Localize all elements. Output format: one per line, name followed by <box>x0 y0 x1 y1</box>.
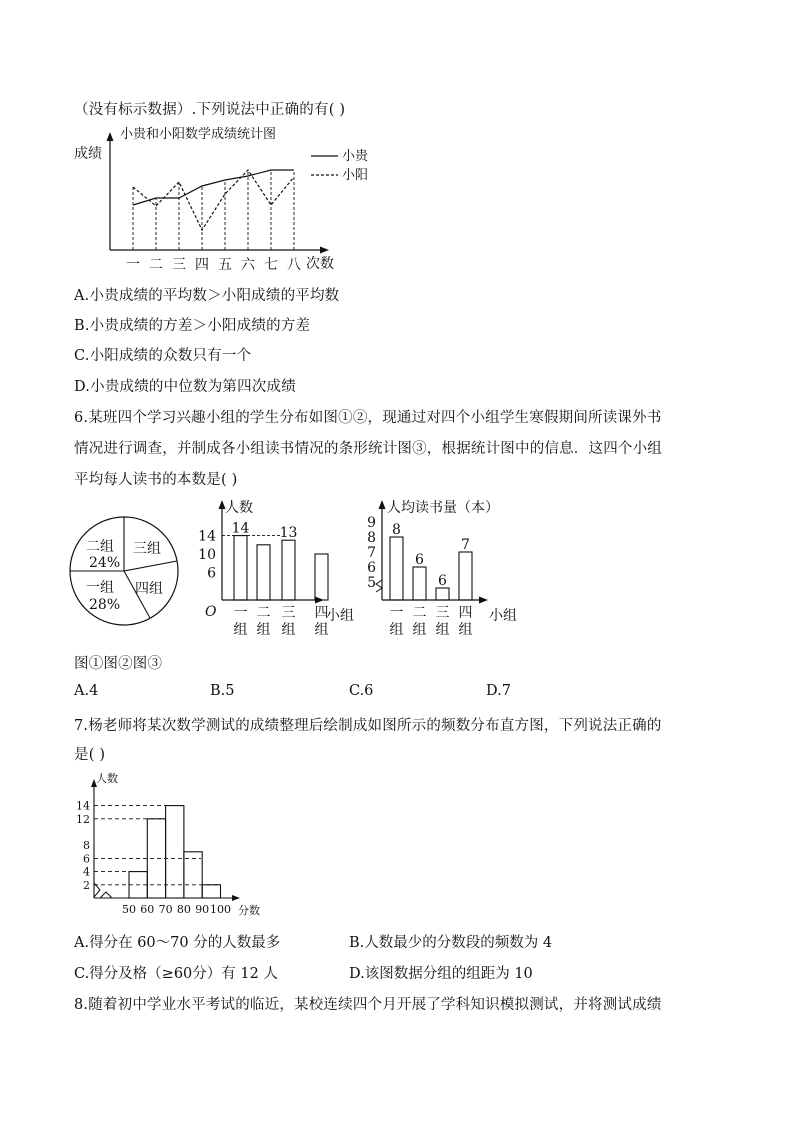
q5-option-b: B.小贵成绩的方差＞小阳成绩的方差 <box>74 318 311 334</box>
bar3-data-label: 6 <box>415 552 424 568</box>
bar2-y-tick: 14 <box>198 528 216 545</box>
hist-y-tick: 8 <box>83 839 90 853</box>
bar3-data-label: 6 <box>438 573 447 589</box>
q6-stem-line2: 情况进行调查，并制成各小组读书情况的条形统计图③，根据统计图中的信息．这四个小组 <box>74 441 662 457</box>
pie-percent-group2: 24% <box>89 555 121 571</box>
hist-y-tick: 14 <box>76 799 90 813</box>
q7-stem-line2: 是( ) <box>74 747 106 763</box>
line-chart-x-tick: 四 <box>195 257 209 273</box>
q8-stem: 8.随着初中学业水平考试的临近，某校连续四个月开展了学科知识模拟测试，并将测试成绩 <box>74 997 662 1013</box>
q6-option-d: D.7 <box>486 683 511 699</box>
bar3-data-label: 7 <box>461 537 470 553</box>
bar3-x-tick: 二 <box>412 605 427 621</box>
q5-option-d: D.小贵成绩的中位数为第四次成绩 <box>74 379 296 395</box>
line-chart-title: 小贵和小阳数学成绩统计图 <box>120 127 277 142</box>
line-chart-x-tick: 八 <box>287 257 301 273</box>
bar3-data-label: 8 <box>392 522 401 538</box>
hist-x-tick: 90 <box>195 903 210 916</box>
pie-label-group3: 三组 <box>133 541 161 557</box>
line-chart-ylabel: 成绩 <box>74 146 102 162</box>
q6-stem-line3: 平均每人读书的本数是( ) <box>74 472 238 488</box>
pie-percent-group1: 28% <box>89 597 121 613</box>
q5-option-c: C.小阳成绩的众数只有一个 <box>74 348 252 364</box>
bar2-x-tick: 四 <box>314 605 329 621</box>
bar3-x-tick: 组 <box>435 622 450 638</box>
hist-x-tick: 50 <box>122 903 136 916</box>
bar2-y-tick: 10 <box>198 547 216 563</box>
bar2-xlabel: 小组 <box>326 608 354 624</box>
bar2-x-tick: 组 <box>281 622 296 638</box>
hist-y-tick: 4 <box>83 865 90 879</box>
q5-stem: （没有标示数据）.下列说法中正确的有( ) <box>74 102 346 118</box>
bar2-y-tick: 6 <box>207 565 216 582</box>
bar2-data-label: 14 <box>231 520 250 537</box>
hist-bar <box>202 885 220 898</box>
bar3-x-tick: 组 <box>412 622 427 638</box>
hist-x-tick: 70 <box>158 903 173 916</box>
line-chart-x-tick: 三 <box>172 257 186 273</box>
q7-option-a: A.得分在 60～70 分的人数最多 <box>74 935 281 951</box>
bar2-x-tick: 组 <box>233 622 248 638</box>
q6-option-a: A.4 <box>74 683 99 699</box>
bar2-x-tick: 组 <box>256 622 271 638</box>
bar3-x-tick: 一 <box>389 605 404 621</box>
bar2-x-tick: 组 <box>314 622 329 638</box>
line-chart-x-tick: 五 <box>218 257 232 273</box>
pie-label-group2: 二组 <box>86 539 114 555</box>
hist-x-tick: 100 <box>210 903 231 916</box>
bar3-x-tick: 组 <box>389 622 404 638</box>
bar3-ylabel: 人均读书量（本） <box>387 500 499 516</box>
bar2-data-label: 13 <box>279 525 298 542</box>
line-chart-x-tick: 二 <box>149 257 163 273</box>
hist-ylabel: 人数 <box>96 772 118 785</box>
bar3-y-tick: 6 <box>367 560 376 576</box>
bar3-x-tick: 组 <box>458 622 473 638</box>
axis-break-mark <box>100 892 112 898</box>
bar3-x-tick: 四 <box>458 605 473 621</box>
bar3-y-tick: 8 <box>367 530 376 546</box>
hist-y-tick: 2 <box>83 878 90 892</box>
hist-bar <box>166 806 184 898</box>
bar2-origin: O <box>205 604 217 620</box>
hist-x-tick: 80 <box>176 903 191 916</box>
bar3-y-tick: 5 <box>367 575 376 591</box>
hist-y-tick: 12 <box>76 812 90 826</box>
bar3-x-tick: 三 <box>435 605 450 621</box>
legend-label-xiaogui: 小贵 <box>342 149 369 164</box>
q6-option-b: B.5 <box>210 683 235 699</box>
q6-option-c: C.6 <box>349 683 374 699</box>
bar2-x-tick: 三 <box>281 605 296 621</box>
q6-stem-line1: 6.某班四个学习兴趣小组的学生分布如图①②，现通过对四个小组学生寒假期间所读课外书 <box>74 410 662 426</box>
line-chart-x-tick: 一 <box>126 257 140 273</box>
bar2-x-tick: 二 <box>256 605 271 621</box>
line-chart-x-tick: 七 <box>264 257 278 273</box>
legend-label-xiaoyang: 小阳 <box>342 168 369 183</box>
bar3-xlabel: 小组 <box>489 608 517 624</box>
bar2-ylabel: 人数 <box>225 500 253 516</box>
line-chart-x-tick: 六 <box>241 257 255 273</box>
bar2-x-tick: 一 <box>233 605 248 621</box>
hist-y-tick: 6 <box>83 852 90 866</box>
q7-option-c: C.得分及格（≥60分）有 12 人 <box>74 966 278 982</box>
q6-figure-captions: 图①图②图③ <box>74 656 163 672</box>
q7-option-d: D.该图数据分组的组距为 10 <box>349 966 533 982</box>
hist-xlabel: 分数 <box>238 904 260 917</box>
q5-option-a: A.小贵成绩的平均数＞小阳成绩的平均数 <box>74 288 340 304</box>
bar3-y-tick: 9 <box>367 515 376 531</box>
q7-stem-line1: 7.杨老师将某次数学测试的成绩整理后绘制成如图所示的频数分布直方图，下列说法正确的 <box>74 718 662 734</box>
bar3-y-tick: 7 <box>367 545 376 561</box>
line-chart-xlabel: 次数 <box>306 256 334 272</box>
hist-x-tick: 60 <box>140 903 155 916</box>
pie-label-group1: 一组 <box>86 580 114 596</box>
pie-label-group4: 四组 <box>135 581 163 597</box>
q7-option-b: B.人数最少的分数段的频数为 4 <box>349 935 553 951</box>
